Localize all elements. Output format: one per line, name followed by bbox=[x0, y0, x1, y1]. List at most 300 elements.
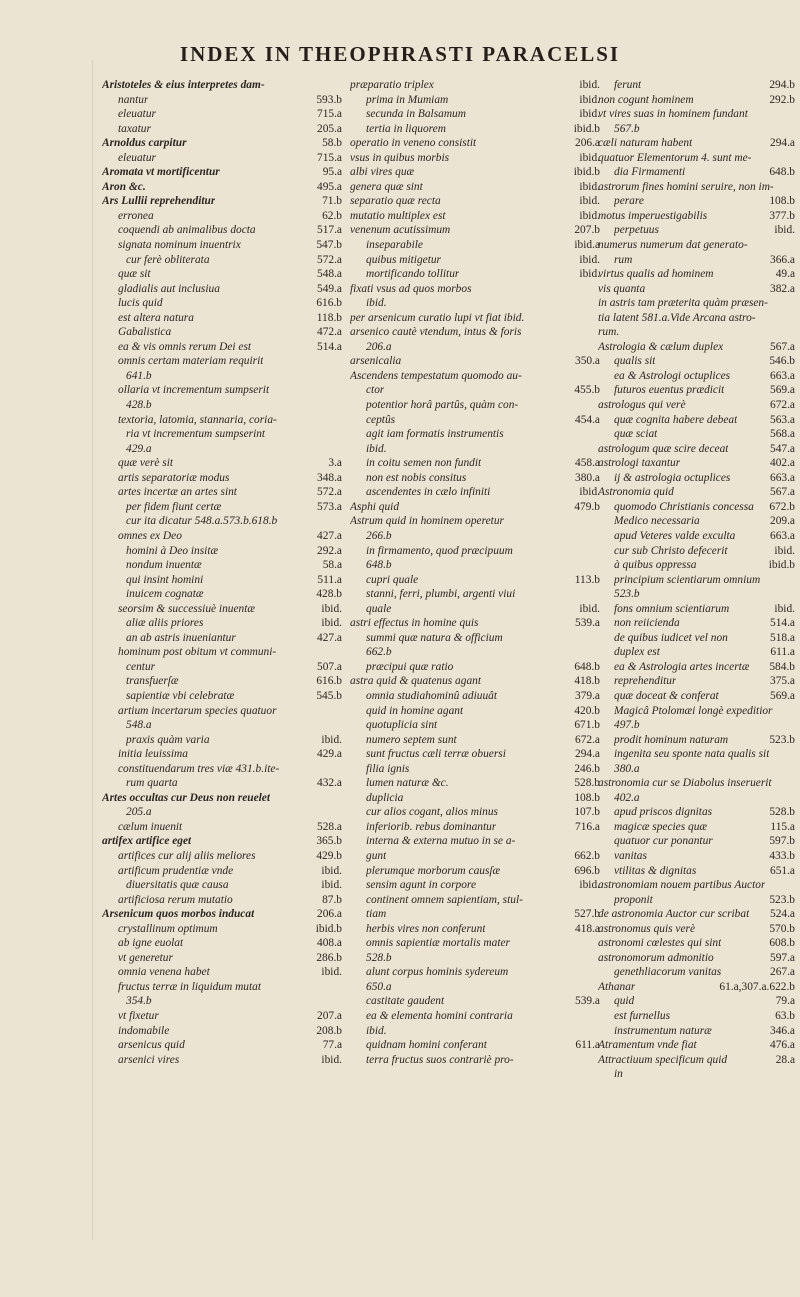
index-entry bbox=[102, 485, 342, 500]
index-term: quid in homine agant bbox=[366, 704, 464, 717]
index-entry bbox=[350, 587, 600, 602]
index-term: arsenico cautè vtendum, intus & foris bbox=[350, 326, 522, 339]
page-reference bbox=[338, 427, 342, 442]
index-entry bbox=[350, 893, 600, 908]
index-term: motus imperuestigabilis bbox=[598, 209, 708, 222]
index-entry bbox=[350, 645, 600, 660]
page-reference: 294.a bbox=[575, 748, 600, 761]
index-entry bbox=[102, 907, 342, 922]
page-reference: ibid. bbox=[321, 602, 342, 615]
index-term: rum quarta bbox=[126, 777, 178, 790]
page-reference: 597.a bbox=[770, 951, 795, 964]
page-reference: 61.a,307.a.622.b bbox=[719, 980, 795, 993]
index-term: ingenita seu sponte nata qualis sit bbox=[614, 748, 770, 761]
index-entry bbox=[102, 500, 342, 515]
index-term: ab igne euolat bbox=[118, 937, 184, 950]
index-term: nondum inuentæ bbox=[126, 559, 202, 572]
index-term: herbis vires non conferunt bbox=[366, 922, 486, 935]
index-column-1 bbox=[102, 78, 342, 1067]
index-term: dia Firmamenti bbox=[614, 166, 686, 179]
index-entry bbox=[598, 747, 795, 762]
index-entry bbox=[102, 558, 342, 573]
index-term: quid bbox=[614, 995, 635, 1008]
index-term: rum. bbox=[598, 326, 620, 339]
index-entry bbox=[598, 776, 795, 791]
index-term: quæ sciat bbox=[614, 428, 658, 441]
page-reference: 514.a bbox=[317, 340, 342, 353]
page-reference: 348.a bbox=[317, 471, 342, 484]
index-term: ibid. bbox=[366, 1024, 387, 1037]
page-reference: ibid. bbox=[579, 79, 600, 91]
index-entry bbox=[598, 1053, 795, 1068]
page-reference: 570.b bbox=[769, 922, 795, 935]
index-entry bbox=[102, 369, 342, 384]
index-term: interna & externa mutuo in se a- bbox=[366, 835, 516, 848]
index-term: 650.a bbox=[366, 980, 392, 993]
index-entry bbox=[102, 267, 342, 282]
index-term: ceptûs bbox=[366, 413, 396, 426]
index-entry bbox=[102, 1009, 342, 1024]
index-term: seorsim & successiuè inuentæ bbox=[118, 602, 255, 615]
index-entry bbox=[598, 93, 795, 108]
index-entry bbox=[598, 704, 795, 719]
index-entry bbox=[598, 311, 795, 326]
page-reference: 597.b bbox=[769, 835, 795, 848]
page-reference bbox=[338, 354, 342, 369]
page-reference: 420.b bbox=[574, 704, 600, 717]
index-entry bbox=[598, 369, 795, 384]
page-reference: ibid. bbox=[321, 966, 342, 979]
index-entry bbox=[598, 267, 795, 282]
page-reference: 672.a bbox=[770, 399, 795, 412]
page-reference: 523.b bbox=[769, 733, 795, 746]
page-reference: 208.b bbox=[316, 1024, 342, 1037]
index-entry bbox=[598, 485, 795, 500]
index-entry bbox=[598, 209, 795, 224]
index-term: 641.b bbox=[126, 369, 152, 382]
index-term: prima in Mumiam bbox=[366, 93, 449, 106]
index-term: continent omnem sapientiam, stul- bbox=[366, 893, 523, 906]
page-reference: ibid.b bbox=[573, 122, 600, 135]
index-term: astri effectus in homine quis bbox=[350, 617, 479, 630]
index-entry bbox=[102, 296, 342, 311]
index-entry bbox=[598, 616, 795, 631]
page-gutter-line bbox=[92, 60, 93, 1240]
index-entry bbox=[102, 616, 342, 631]
index-entry bbox=[598, 1009, 795, 1024]
index-term: vt vires suas in hominem fundant bbox=[598, 108, 748, 121]
index-entry bbox=[102, 136, 342, 151]
index-entry bbox=[102, 107, 342, 122]
index-term: cur sub Christo defecerit bbox=[614, 544, 728, 557]
index-term: an ab astris inueniantur bbox=[126, 631, 236, 644]
page-reference: 58.b bbox=[322, 137, 342, 150]
index-term: vt generetur bbox=[118, 951, 173, 964]
index-term: taxatur bbox=[118, 122, 151, 135]
index-term: 429.a bbox=[126, 442, 152, 455]
index-entry bbox=[598, 180, 795, 195]
index-entry bbox=[598, 456, 795, 471]
index-entry bbox=[598, 223, 795, 238]
page-reference: ibid. bbox=[321, 1053, 342, 1066]
index-term: in firmamento, quod præcipuum bbox=[366, 544, 513, 557]
page-reference: ibid.b bbox=[573, 166, 600, 179]
index-entry bbox=[350, 413, 600, 428]
index-term: artium incertarum species quatuor bbox=[118, 704, 277, 717]
page-reference: ibid. bbox=[321, 617, 342, 630]
index-term: de quibus iudicet vel non bbox=[614, 631, 728, 644]
index-entry bbox=[102, 544, 342, 559]
index-term: astronomus quis verè bbox=[598, 922, 696, 935]
page-reference: 71.b bbox=[322, 195, 342, 208]
index-term: erronea bbox=[118, 209, 154, 222]
index-entry bbox=[598, 864, 795, 879]
index-term: Athanar bbox=[598, 980, 636, 993]
index-term: quomodo Christianis concessa bbox=[614, 500, 754, 513]
index-entry bbox=[102, 1024, 342, 1039]
index-entry bbox=[598, 645, 795, 660]
index-entry bbox=[350, 267, 600, 282]
index-entry bbox=[102, 238, 342, 253]
index-term: arsenicalia bbox=[350, 355, 402, 368]
page-reference: 87.b bbox=[322, 893, 342, 906]
page-reference: 454.a bbox=[575, 413, 600, 426]
index-entry bbox=[350, 194, 600, 209]
index-entry bbox=[598, 791, 795, 806]
index-term: ollaria vt incrementum sumpserit bbox=[118, 384, 270, 397]
page-reference bbox=[338, 980, 342, 995]
page-reference: 527.b bbox=[574, 908, 600, 921]
index-term: artificum prudentiæ vnde bbox=[118, 864, 234, 877]
index-term: per fidem fiunt certæ bbox=[126, 500, 222, 513]
page-reference: ibid. bbox=[321, 733, 342, 746]
page-reference bbox=[338, 413, 342, 428]
index-entry bbox=[350, 820, 600, 835]
index-term: ij & astrologia octuplices bbox=[614, 471, 731, 484]
page-reference: 548.a bbox=[317, 268, 342, 281]
page-reference: 479.b bbox=[574, 500, 600, 513]
page-reference: 616.b bbox=[316, 675, 342, 688]
index-entry bbox=[350, 733, 600, 748]
index-term: cælum inuenit bbox=[118, 820, 183, 833]
index-column-3 bbox=[598, 78, 795, 1082]
index-entry bbox=[350, 573, 600, 588]
index-entry bbox=[350, 747, 600, 762]
page-reference bbox=[791, 587, 795, 602]
index-entry bbox=[598, 151, 795, 166]
index-term: qualis sit bbox=[614, 355, 656, 368]
index-term: stanni, ferri, plumbi, argenti viui bbox=[366, 588, 516, 601]
index-entry bbox=[598, 660, 795, 675]
page-reference: 427.a bbox=[317, 631, 342, 644]
index-term: sensim agunt in corpore bbox=[366, 879, 476, 892]
index-entry bbox=[102, 1038, 342, 1053]
page-reference: 517.a bbox=[317, 224, 342, 237]
index-entry bbox=[350, 718, 600, 733]
page-reference: 267.a bbox=[770, 966, 795, 979]
index-term: terra fructus suos contrariè pro- bbox=[366, 1053, 514, 1066]
index-term: homini à Deo insitæ bbox=[126, 544, 219, 557]
index-term: vt fixetur bbox=[118, 1010, 159, 1022]
page-reference: 611.a bbox=[770, 646, 795, 659]
index-term: artifex artifice eget bbox=[102, 835, 192, 848]
page-reference: 380.a bbox=[575, 471, 600, 484]
index-term: instrumentum naturæ bbox=[614, 1024, 712, 1037]
index-entry bbox=[102, 762, 342, 777]
page-reference: 408.a bbox=[317, 937, 342, 950]
index-term: 567.b bbox=[614, 122, 640, 135]
index-entry bbox=[350, 485, 600, 500]
index-entry bbox=[350, 369, 600, 384]
index-entry bbox=[350, 1038, 600, 1053]
index-term: non reiicienda bbox=[614, 617, 680, 630]
page-reference: 511.a bbox=[317, 573, 342, 586]
index-term: hominum post obitum vt communi- bbox=[118, 646, 277, 659]
index-entry bbox=[350, 311, 600, 326]
page-reference: 418.b bbox=[574, 675, 600, 688]
index-term: præparatio triplex bbox=[350, 79, 434, 91]
index-term: artifices cur alij aliis meliores bbox=[118, 849, 256, 862]
index-term: in coitu semen non fundit bbox=[366, 457, 482, 470]
page-reference: 507.a bbox=[317, 660, 342, 673]
index-term: perpetuus bbox=[614, 224, 659, 237]
index-term: genera quæ sint bbox=[350, 180, 423, 193]
index-term: Aromata vt mortificentur bbox=[102, 166, 220, 179]
index-term: futuros euentus prædicit bbox=[614, 384, 725, 397]
index-term: castitate gaudent bbox=[366, 995, 445, 1008]
page-reference bbox=[338, 442, 342, 457]
index-entry bbox=[350, 529, 600, 544]
index-term: 428.b bbox=[126, 399, 152, 412]
index-entry bbox=[598, 253, 795, 268]
page-reference: 246.b bbox=[574, 762, 600, 775]
page-reference bbox=[338, 514, 342, 529]
index-entry bbox=[350, 936, 600, 951]
index-entry bbox=[598, 922, 795, 937]
index-term: potentior horâ partûs, quàm con- bbox=[366, 399, 519, 412]
index-entry bbox=[350, 704, 600, 719]
page-reference bbox=[338, 994, 342, 1009]
index-entry bbox=[598, 718, 795, 733]
index-term: Aron &c. bbox=[102, 180, 146, 193]
index-entry bbox=[350, 136, 600, 151]
index-term: tertia in liquorem bbox=[366, 122, 446, 135]
page-reference: 476.a bbox=[770, 1039, 795, 1052]
index-term: omnia venena habet bbox=[118, 966, 210, 979]
index-entry bbox=[350, 951, 600, 966]
page-reference: ibid. bbox=[579, 209, 600, 222]
index-term: quæ sit bbox=[118, 268, 151, 281]
index-entry bbox=[598, 165, 795, 180]
index-term: Astrum quid in hominem operetur bbox=[350, 515, 504, 528]
index-term: prodit hominum naturam bbox=[614, 733, 729, 746]
page-reference: 616.b bbox=[316, 297, 342, 310]
page-reference: 671.b bbox=[574, 719, 600, 732]
index-entry bbox=[350, 471, 600, 486]
index-term: initia leuissima bbox=[118, 748, 188, 761]
index-term: Ars Lullii reprehenditur bbox=[102, 195, 216, 208]
index-term: non cogunt hominem bbox=[598, 93, 694, 106]
page-reference: 95.a bbox=[322, 166, 342, 179]
index-entry bbox=[350, 544, 600, 559]
index-entry bbox=[350, 93, 600, 108]
page-reference: 518.a bbox=[770, 631, 795, 644]
index-entry bbox=[598, 573, 795, 588]
index-column-2 bbox=[350, 78, 600, 1067]
index-entry bbox=[102, 922, 342, 937]
page-reference: 207.a bbox=[317, 1010, 342, 1022]
index-entry bbox=[350, 805, 600, 820]
page-reference: 365.b bbox=[316, 835, 342, 848]
index-entry bbox=[350, 151, 600, 166]
index-term: à quibus oppressa bbox=[614, 559, 697, 572]
page-reference: ibid. bbox=[579, 253, 600, 266]
page-reference: 379.a bbox=[575, 689, 600, 702]
index-entry bbox=[350, 1053, 600, 1068]
index-entry bbox=[350, 340, 600, 355]
index-entry bbox=[350, 500, 600, 515]
page-reference: 429.b bbox=[316, 849, 342, 862]
index-term: operatio in veneno consistit bbox=[350, 137, 477, 150]
index-entry bbox=[598, 427, 795, 442]
index-entry bbox=[102, 878, 342, 893]
index-term: lucis quid bbox=[118, 297, 163, 310]
index-entry bbox=[102, 456, 342, 471]
index-entry bbox=[350, 878, 600, 893]
index-entry bbox=[350, 1024, 600, 1039]
index-entry bbox=[350, 253, 600, 268]
index-entry bbox=[102, 776, 342, 791]
index-entry bbox=[598, 587, 795, 602]
page-reference: 108.b bbox=[574, 791, 600, 804]
page-reference: 495.a bbox=[317, 180, 342, 193]
index-entry bbox=[102, 791, 342, 806]
index-term: astrologum quæ scire deceat bbox=[598, 442, 729, 455]
index-term: gunt bbox=[366, 849, 387, 862]
index-entry bbox=[102, 994, 342, 1009]
index-term: inferiorib. rebus dominantur bbox=[366, 820, 497, 833]
index-term: fons omnium scientiarum bbox=[614, 602, 730, 615]
page-reference: ibid. bbox=[579, 195, 600, 208]
index-term: in bbox=[614, 1068, 623, 1081]
index-entry bbox=[102, 805, 342, 820]
page-reference bbox=[338, 762, 342, 777]
index-term: cur ita dicatur 548.a.573.b.618.b bbox=[126, 515, 278, 528]
page-reference: ibid. bbox=[579, 108, 600, 121]
index-term: genethliacorum vanitas bbox=[614, 966, 722, 979]
index-term: ascendentes in cælo infiniti bbox=[366, 486, 491, 499]
page-reference: 528.b bbox=[769, 806, 795, 819]
index-term: crystallinum optimum bbox=[118, 922, 218, 935]
index-term: præcipui quæ ratio bbox=[366, 660, 454, 673]
index-entry bbox=[350, 558, 600, 573]
index-term: astronomia cur se Diabolus inseruerit bbox=[598, 777, 772, 790]
index-entry bbox=[102, 223, 342, 238]
index-term: eleuatur bbox=[118, 151, 156, 164]
index-entry bbox=[350, 849, 600, 864]
index-term: quæ verè sit bbox=[118, 457, 174, 470]
index-term: Arnoldus carpitur bbox=[102, 137, 187, 150]
page-reference: 573.a bbox=[317, 500, 342, 513]
index-term: arsenicus quid bbox=[118, 1039, 185, 1052]
index-term: ibid. bbox=[366, 297, 387, 310]
index-term: mortificando tollitur bbox=[366, 268, 460, 281]
index-term: duplicia bbox=[366, 791, 404, 804]
index-entry bbox=[102, 660, 342, 675]
page-reference: 567.a bbox=[770, 340, 795, 353]
page-header: INDEX IN THEOPHRASTI PARACELSI bbox=[179, 42, 621, 66]
index-entry bbox=[102, 427, 342, 442]
page-reference: 79.a bbox=[775, 995, 795, 1008]
page-reference: 572.a bbox=[317, 253, 342, 266]
index-entry bbox=[350, 282, 600, 297]
index-term: arsenici vires bbox=[118, 1053, 180, 1066]
index-entry bbox=[598, 893, 795, 908]
index-entry bbox=[598, 413, 795, 428]
index-entry bbox=[102, 93, 342, 108]
index-term: in astris tam præterita quàm præsen- bbox=[598, 297, 768, 310]
index-term: tiam bbox=[366, 908, 387, 921]
page-reference: 545.b bbox=[316, 689, 342, 702]
index-term: fructus terræ in liquidum mutat bbox=[118, 980, 262, 993]
index-term: vis quanta bbox=[598, 282, 646, 295]
page-reference: 118.b bbox=[316, 311, 342, 324]
page-reference bbox=[338, 383, 342, 398]
page-reference bbox=[791, 296, 795, 311]
page-reference: 569.a bbox=[770, 384, 795, 397]
page-reference: 608.b bbox=[769, 937, 795, 950]
index-term: 206.a bbox=[366, 340, 392, 353]
page-reference: 429.a bbox=[317, 748, 342, 761]
index-entry bbox=[350, 122, 600, 137]
index-entry bbox=[102, 151, 342, 166]
index-term: Atramentum vnde fiat bbox=[598, 1039, 697, 1052]
index-term: vtilitas & dignitas bbox=[614, 864, 697, 877]
index-entry bbox=[102, 733, 342, 748]
index-term: eleuatur bbox=[118, 108, 156, 121]
index-entry bbox=[350, 965, 600, 980]
index-term: quatuor cur ponantur bbox=[614, 835, 713, 848]
index-term: vsus in quibus morbis bbox=[350, 151, 450, 164]
index-term: artificiosa rerum mutatio bbox=[118, 893, 233, 906]
page-reference: 572.a bbox=[317, 486, 342, 499]
index-term: ria vt incrementum sumpserint bbox=[126, 428, 266, 441]
index-term: 354.b bbox=[126, 995, 152, 1008]
page-reference bbox=[338, 78, 342, 93]
index-entry bbox=[598, 820, 795, 835]
index-term: numero septem sunt bbox=[366, 733, 457, 746]
index-entry bbox=[102, 78, 342, 93]
page-reference: 547.b bbox=[316, 239, 342, 252]
page-reference: 77.a bbox=[322, 1039, 342, 1052]
index-term: indomabile bbox=[118, 1024, 170, 1037]
index-term: ea & Astrologi octuplices bbox=[614, 369, 731, 382]
page-reference: ibid. bbox=[774, 544, 795, 557]
page-reference: 206.a bbox=[575, 137, 600, 150]
page-reference: ibid.a bbox=[574, 239, 600, 252]
index-term: omnis sapientiæ mortalis mater bbox=[366, 937, 510, 950]
page-reference: 663.a bbox=[770, 369, 795, 382]
index-term: agit iam formatis instrumentis bbox=[366, 428, 504, 441]
index-term: nantur bbox=[118, 93, 149, 106]
page-reference: 28.a bbox=[775, 1053, 795, 1066]
index-entry bbox=[598, 689, 795, 704]
index-term: quotuplicia sint bbox=[366, 719, 438, 732]
page-reference: 382.a bbox=[770, 282, 795, 295]
page-reference: 663.a bbox=[770, 529, 795, 542]
index-term: 402.a bbox=[614, 791, 640, 804]
index-entry bbox=[350, 209, 600, 224]
